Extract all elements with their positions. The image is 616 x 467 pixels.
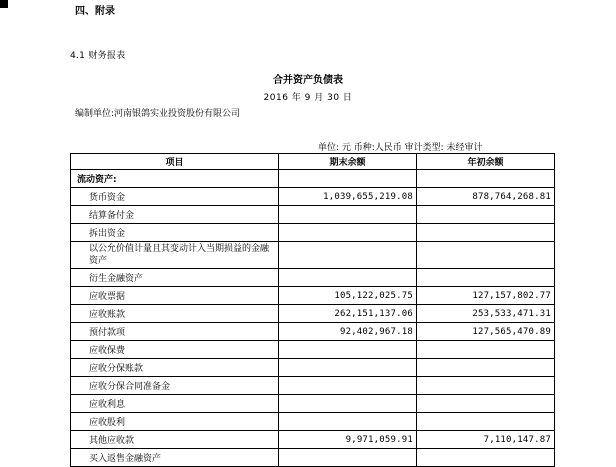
row-label: 结算备付金 <box>71 206 279 224</box>
subsection-heading: 4.1 财务报表 <box>70 51 126 61</box>
year-begin-value: 127,157,802.77 <box>417 287 555 305</box>
year-begin-value: 878,764,268.81 <box>417 188 555 206</box>
period-end-value <box>279 269 417 287</box>
year-begin-value <box>417 377 555 395</box>
row-label: 预付款项 <box>71 323 279 341</box>
row-label: 应收分保合同准备金 <box>71 377 279 395</box>
row-label: 以公允价值计量且其变动计入当期损益的金融资产 <box>71 242 279 269</box>
section-heading: 四、附录 <box>75 6 115 17</box>
units-line: 单位: 元 币种:人民币 审计类型: 未经审计 <box>318 143 483 153</box>
table-row <box>71 206 555 224</box>
period-end-value: 92,402,967.18 <box>279 323 417 341</box>
period-end-value <box>279 224 417 242</box>
table-row <box>71 377 555 395</box>
table-row <box>71 305 555 323</box>
row-label: 应收分保账款 <box>71 359 279 377</box>
period-end-value <box>279 449 417 467</box>
period-end-value <box>279 395 417 413</box>
row-label: 拆出资金 <box>71 224 279 242</box>
year-begin-value <box>417 395 555 413</box>
year-begin-value <box>417 449 555 467</box>
year-begin-value <box>417 413 555 431</box>
balance-sheet-table <box>70 153 555 467</box>
table-row <box>71 341 555 359</box>
year-begin-value: 253,533,471.31 <box>417 305 555 323</box>
preparer-line: 编制单位:河南银鸽实业投资股份有限公司 <box>75 109 241 119</box>
corner-mark <box>0 0 8 8</box>
header-period-end: 期末余额 <box>279 154 417 170</box>
table-row <box>71 170 555 188</box>
year-begin-value <box>417 170 555 188</box>
row-label: 货币资金 <box>71 188 279 206</box>
table-header-row <box>71 154 555 170</box>
period-end-value: 262,151,137.06 <box>279 305 417 323</box>
table-row <box>71 269 555 287</box>
year-begin-value: 7,110,147.87 <box>417 431 555 449</box>
period-end-value <box>279 359 417 377</box>
table-row <box>71 323 555 341</box>
year-begin-value <box>417 359 555 377</box>
period-end-value <box>279 206 417 224</box>
row-label: 应收利息 <box>71 395 279 413</box>
row-label: 应收股利 <box>71 413 279 431</box>
period-end-value <box>279 377 417 395</box>
period-end-value: 1,039,655,219.08 <box>279 188 417 206</box>
year-begin-value <box>417 269 555 287</box>
period-end-value <box>279 413 417 431</box>
table-row <box>71 449 555 467</box>
table-row <box>71 224 555 242</box>
header-item: 项目 <box>71 154 279 170</box>
table-row <box>71 188 555 206</box>
header-year-begin: 年初余额 <box>417 154 555 170</box>
row-label: 流动资产: <box>71 170 279 188</box>
table-row <box>71 395 555 413</box>
period-end-value: 9,971,059.91 <box>279 431 417 449</box>
table-row <box>71 242 555 269</box>
year-begin-value <box>417 242 555 269</box>
table-row <box>71 413 555 431</box>
year-begin-value <box>417 341 555 359</box>
period-end-value <box>279 170 417 188</box>
year-begin-value <box>417 224 555 242</box>
year-begin-value <box>417 206 555 224</box>
row-label: 应收保费 <box>71 341 279 359</box>
row-label: 应收账款 <box>71 305 279 323</box>
table-row <box>71 359 555 377</box>
table-row <box>71 431 555 449</box>
report-title: 合并资产负债表 <box>273 75 343 86</box>
period-end-value <box>279 242 417 269</box>
row-label: 其他应收款 <box>71 431 279 449</box>
row-label: 衍生金融资产 <box>71 269 279 287</box>
period-end-value <box>279 341 417 359</box>
row-label: 买入返售金融资产 <box>71 449 279 467</box>
row-label: 应收票据 <box>71 287 279 305</box>
period-end-value: 105,122,025.75 <box>279 287 417 305</box>
report-date: 2016 年 9 月 30 日 <box>263 93 353 103</box>
year-begin-value: 127,565,470.89 <box>417 323 555 341</box>
table-row <box>71 287 555 305</box>
